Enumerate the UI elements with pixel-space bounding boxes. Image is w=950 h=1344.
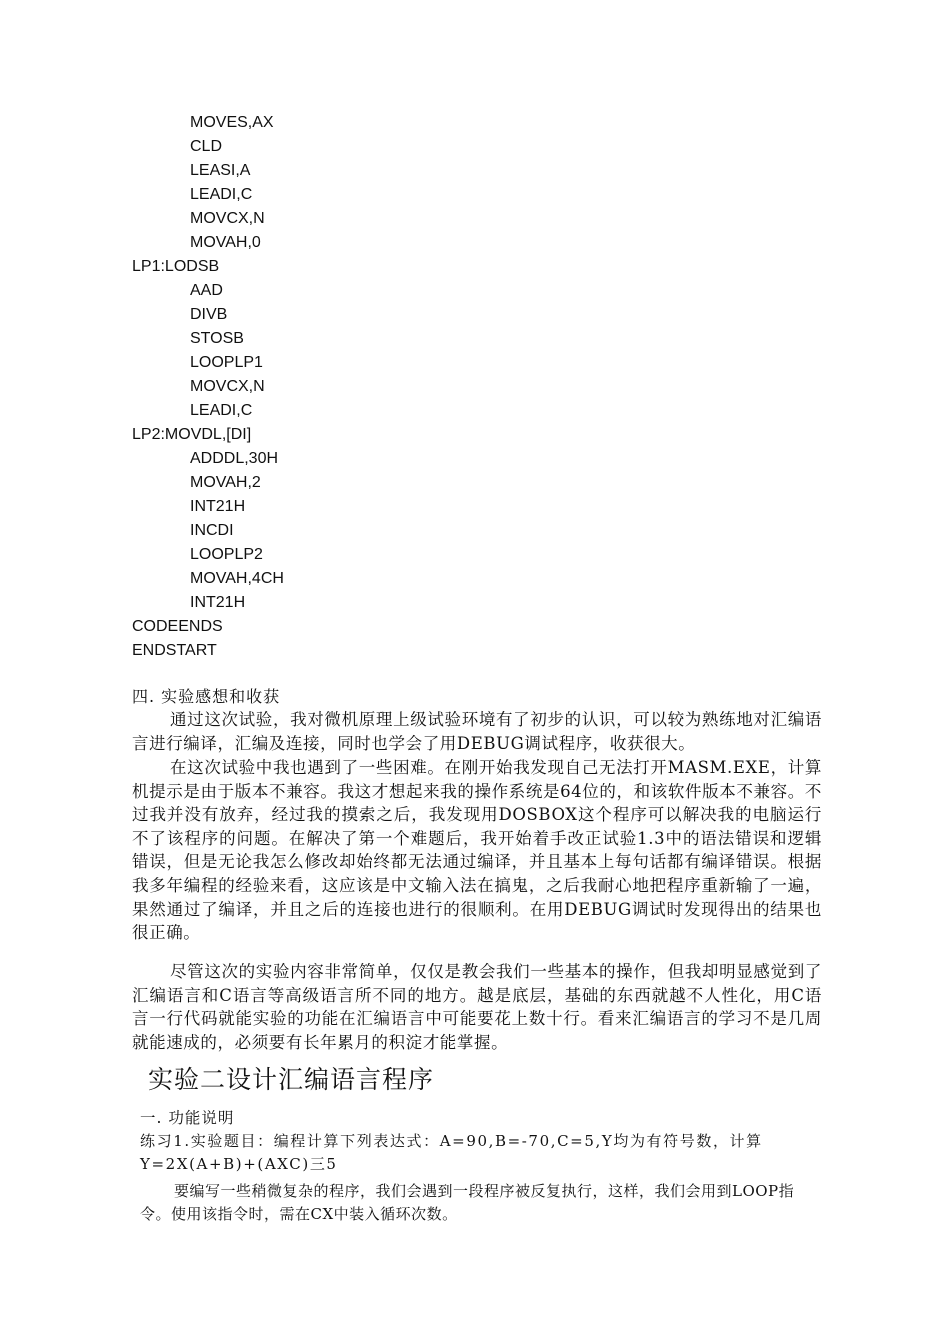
- chapter-title: 实验二设计汇编语言程序: [148, 1065, 435, 1094]
- code-line: STOSB: [190, 330, 244, 347]
- code-line-label: LP1:LODSB: [132, 258, 220, 275]
- code-line: MOVES,AX: [190, 114, 274, 131]
- section-heading: 一. 功能说明: [140, 1109, 235, 1127]
- code-line: MOVAH,4CH: [190, 570, 284, 587]
- code-line: LEADI,C: [190, 186, 253, 203]
- paragraph: 要编写一些稍微复杂的程序，我们会遇到一段程序被反复执行，这样，我们会用到LOOP指令。使用该指令时，需在CX中装入循环次数。: [140, 1182, 795, 1223]
- code-line: DIVB: [190, 306, 228, 323]
- code-line: MOVCX,N: [190, 378, 265, 395]
- exercise-text: 练习1.实验题目：编程计算下列表达式：A=90,B=-70,C=5,Y均为有符号数，计算Y=2X(A+B)+(AXC)三5: [140, 1132, 763, 1173]
- code-line-label: ENDSTART: [132, 642, 217, 659]
- code-line: INT21H: [190, 498, 246, 515]
- code-line: INCDI: [190, 522, 234, 539]
- code-line: AAD: [190, 282, 223, 299]
- paragraph: 在这次试验中我也遇到了一些困难。在刚开始我发现自己无法打开MASM.EXE，计算机提示是由于版本不兼容。我这才想起来我的操作系统是64位的，和该软件版本不兼容。不过我并没有放弃，经过我的摸索之后，我发现用DOSBOX这个程序可以解决我的电脑运行不了该程序的问题。在解决了第一个难题后，我开始着手改正试验1.3中的语法错误和逻辑错误，但是无论我怎么修改却始终都无法通过编译，并且基本上每句话都有编译错误。根据我多年编程的经验来看，这应该是中文输入法在搞鬼，之后我耐心地把程序重新输了一遍，果然通过了编译，并且之后的连接也进行的很顺利。在用DEBUG调试时发现得出的结果也很正确。: [132, 758, 822, 943]
- code-line: LEASI,A: [190, 162, 251, 179]
- code-line: LEADI,C: [190, 402, 253, 419]
- code-line: LOOPLP1: [190, 354, 263, 371]
- code-line: MOVAH,0: [190, 234, 261, 251]
- code-line: MOVAH,2: [190, 474, 261, 491]
- code-line: MOVCX,N: [190, 210, 265, 227]
- paragraph: 尽管这次的实验内容非常简单，仅仅是教会我们一些基本的操作，但我却明显感觉到了汇编语言和C语言等高级语言所不同的地方。越是底层，基础的东西就越不人性化，用C语言一行代码就能实验的功能在汇编语言中可能要花上数十行。看来汇编语言的学习不是几周就能速成的，必须要有长年累月的积淀才能掌握。: [132, 962, 822, 1052]
- code-line: ADDDL,30H: [190, 450, 279, 467]
- code-line-label: LP2:MOVDL,[DI]: [132, 426, 252, 443]
- code-line: CLD: [190, 138, 223, 155]
- code-line-label: CODEENDS: [132, 618, 223, 635]
- paragraph: 通过这次试验，我对微机原理上级试验环境有了初步的认识，可以较为熟练地对汇编语言进行编译，汇编及连接，同时也学会了用DEBUG调试程序，收获很大。: [132, 710, 822, 753]
- code-line: LOOPLP2: [190, 546, 263, 563]
- code-line: INT21H: [190, 594, 246, 611]
- section-heading: 四. 实验感想和收获: [132, 687, 281, 706]
